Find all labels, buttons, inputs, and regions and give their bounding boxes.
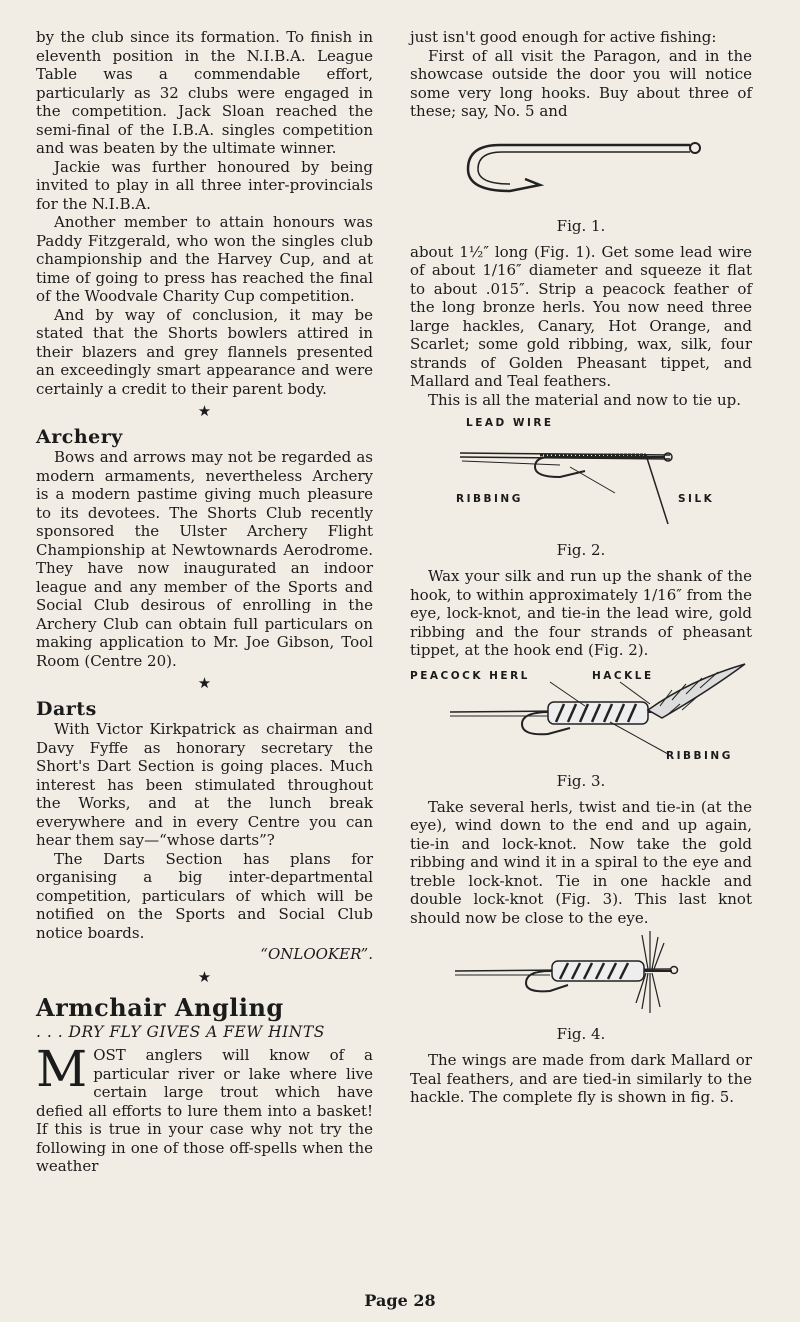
peacock-herl-label: PEACOCK HERL <box>410 669 530 682</box>
lead-wire-label: LEAD WIRE <box>466 417 554 429</box>
fishing-paragraph-2: First of all visit the Paragon, and in the showcase outside the door you will notice some very long hooks. Buy about three of these; say, No. 5 and <box>410 46 752 120</box>
figure-4-caption: Fig. 4. <box>556 1025 606 1043</box>
figure-1 <box>410 121 752 213</box>
bowls-paragraph-3: Another member to attain honours was Paddy Fitzgerald, who won the singles club championship and the Harvey Cup, and at time of going to press has reached the final of the Woodvale Charity Cup competition. <box>36 213 373 305</box>
figure-2-caption: Fig. 2. <box>556 541 606 559</box>
page-number: Page 28 <box>364 1291 436 1310</box>
fishing-paragraph-1: just isn't good enough for active fishing: <box>410 28 717 46</box>
angling-paragraph <box>36 1040 373 1176</box>
angling-paragraph-text: OST anglers will know of a particular river or lake where live certain large trout which have defied all efforts to lure them into a basket! If this is true in your case why not try the following in one of those off-spells when the weather <box>36 1046 373 1175</box>
drop-cap: M <box>36 1040 88 1098</box>
darts-paragraph-2: The Darts Section has plans for organising a big inter-departmental competition, particulars of which will be notified on the Sports and Social Club notice boards. <box>36 849 373 942</box>
right-column <box>410 28 752 1107</box>
lead-wire-hook-illustration <box>410 409 752 537</box>
fishing-paragraph-6: Take several herls, twist and tie-in (at the eye), wind down to the end and up again, tie-in and lock-knot. Now take the gold ribbing and wind it in a spiral to the eye and treble lock-knot. Tie in one hackle and double lock-knot (Fig. 3). This last knot should now be close to the eye. <box>410 797 752 927</box>
bowls-paragraph-2: Jackie was further honoured by being invited to play in all three inter-provincials for the N.I.B.A. <box>36 157 373 213</box>
section-divider-star: ★ <box>197 968 212 986</box>
ribbing-label: RIBBING <box>456 493 523 505</box>
long-hook-illustration <box>410 121 752 213</box>
fishing-paragraph-5: Wax your silk and run up the shank of the hook, to within approximately 1/16″ from the eye, lock-knot, and tie-in the lead wire, gold ribbing and the four strands of pheasant tippet, at the hook end (Fig. 2). <box>410 567 752 659</box>
fishing-paragraph-7: The wings are made from dark Mallard or Teal feathers, and are tied-in similarly to the hackle. The complete fly is shown in fig. 5. <box>410 1051 752 1106</box>
tied-hackle-hook-illustration <box>410 927 752 1021</box>
bowls-paragraph-4: And by way of conclusion, it may be stated that the Shorts bowlers attired in their blazers and grey flannels presented an exceedingly smart appearance and were certainly a credit to their parent body. <box>36 305 373 398</box>
ribbing-label: RIBBING <box>666 749 733 762</box>
section-divider-star: ★ <box>197 402 212 420</box>
archery-heading: Archery <box>36 426 123 448</box>
figure-4 <box>410 927 752 1021</box>
figure-3-caption: Fig. 3. <box>556 771 606 790</box>
archery-paragraph: Bows and arrows may not be regarded as modern armaments, nevertheless Archery is a modern pastime giving much pleasure to its devotees. The Shorts Club recently sponsored the Ulster Archery Flight Championship at Newtownards Aerodrome. They have now inaugurated an indoor league and any member of the Sports and Social Club desirous of enrolling in the Archery Club can obtain full particulars on making application to Mr. Joe Gibson, Tool Room (Centre 20). <box>36 448 373 670</box>
herl-hackle-hook-illustration <box>410 660 752 768</box>
fishing-paragraph-3: about 1½″ long (Fig. 1). Get some lead wire of about 1/16″ diameter and squeeze it flat to about .015″. Strip a peacock feather of the long bronze herls. You now need three large hackles, Canary, Hot Orange, and Scarlet; some gold ribbing, wax, silk, four strands of Golden Pheasant tippet, and Mallard and Teal feathers. <box>410 242 752 390</box>
darts-paragraph-1: With Victor Kirkpatrick as chairman and Davy Fyffe as honorary secretary the Short's Dart Section is going places. Much interest has been stimulated throughout the Works, and at the lunch break everywhere and in every Centre you can hear them say—“whose darts”? <box>36 720 373 849</box>
section-divider-star: ★ <box>197 674 212 692</box>
darts-heading: Darts <box>36 698 97 720</box>
hackle-label: HACKLE <box>592 669 654 682</box>
bowls-paragraph-1: by the club since its formation. To finish in eleventh position in the N.I.B.A. League Table was a commendable effort, particularly as 32 clubs were engaged in the competition. Jack Sloan reached the semi-final of the I.B.A. singles competition and was beaten by the ultimate winner. <box>36 28 373 157</box>
left-column <box>36 28 373 1176</box>
figure-1-caption: Fig. 1. <box>556 216 606 235</box>
onlooker-signature: “ONLOOKER”. <box>260 945 373 963</box>
silk-label: SILK <box>678 493 715 505</box>
armchair-angling-heading: Armchair Angling <box>36 993 284 1022</box>
figure-2 <box>410 409 752 537</box>
fishing-paragraph-4: This is all the material and now to tie up. <box>428 390 741 409</box>
figure-3 <box>410 660 752 768</box>
angling-subheading: . . . DRY FLY GIVES A FEW HINTS <box>36 1023 325 1041</box>
